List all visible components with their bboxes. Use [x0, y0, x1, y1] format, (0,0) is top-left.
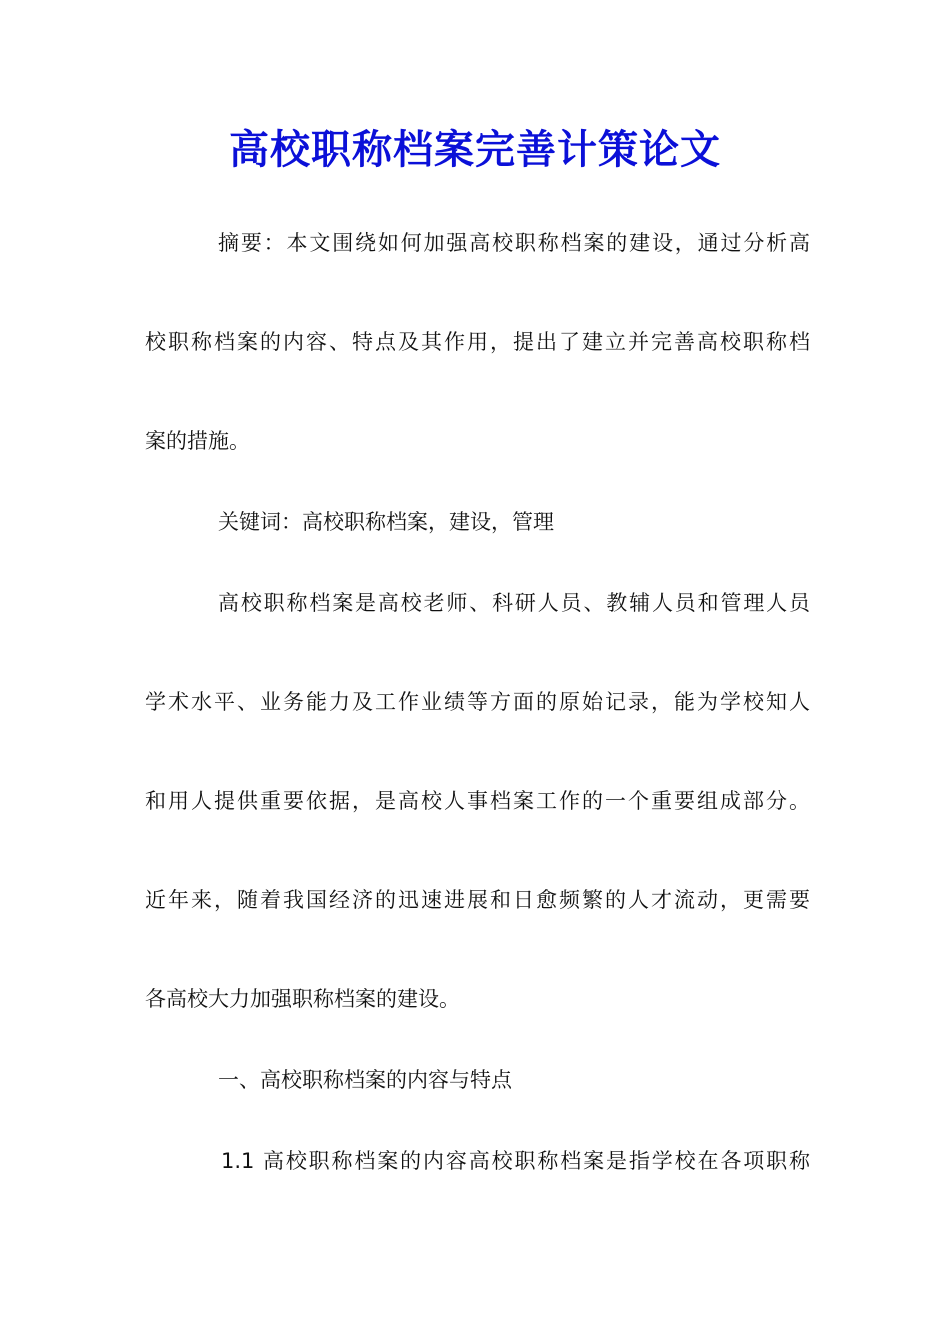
body-paragraph-line-3: 和用人提供重要依据，是高校人事档案工作的一个重要组成部分。 [145, 789, 810, 813]
abstract-line-1: 摘要：本文围绕如何加强高校职称档案的建设，通过分析高 [218, 231, 810, 255]
section-heading-1: 一、高校职称档案的内容与特点 [218, 1068, 512, 1092]
body-paragraph-line-4: 近年来，随着我国经济的迅速进展和日愈频繁的人才流动，更需要 [145, 888, 810, 912]
subsection-line-1: 1.1 高校职称档案的内容高校职称档案是指学校在各项职称 [221, 1149, 810, 1173]
body-paragraph-line-2: 学术水平、业务能力及工作业绩等方面的原始记录，能为学校知人 [145, 690, 810, 714]
abstract-line-2: 校职称档案的内容、特点及其作用，提出了建立并完善高校职称档 [145, 330, 810, 354]
abstract-line-3: 案的措施。 [145, 429, 250, 453]
keywords-line: 关键词：高校职称档案，建设，管理 [218, 510, 554, 534]
body-paragraph-line-1: 高校职称档案是高校老师、科研人员、教辅人员和管理人员 [218, 591, 810, 615]
body-paragraph-line-5: 各高校大力加强职称档案的建设。 [145, 987, 460, 1011]
document-title: 高校职称档案完善计策论文 [229, 126, 721, 173]
